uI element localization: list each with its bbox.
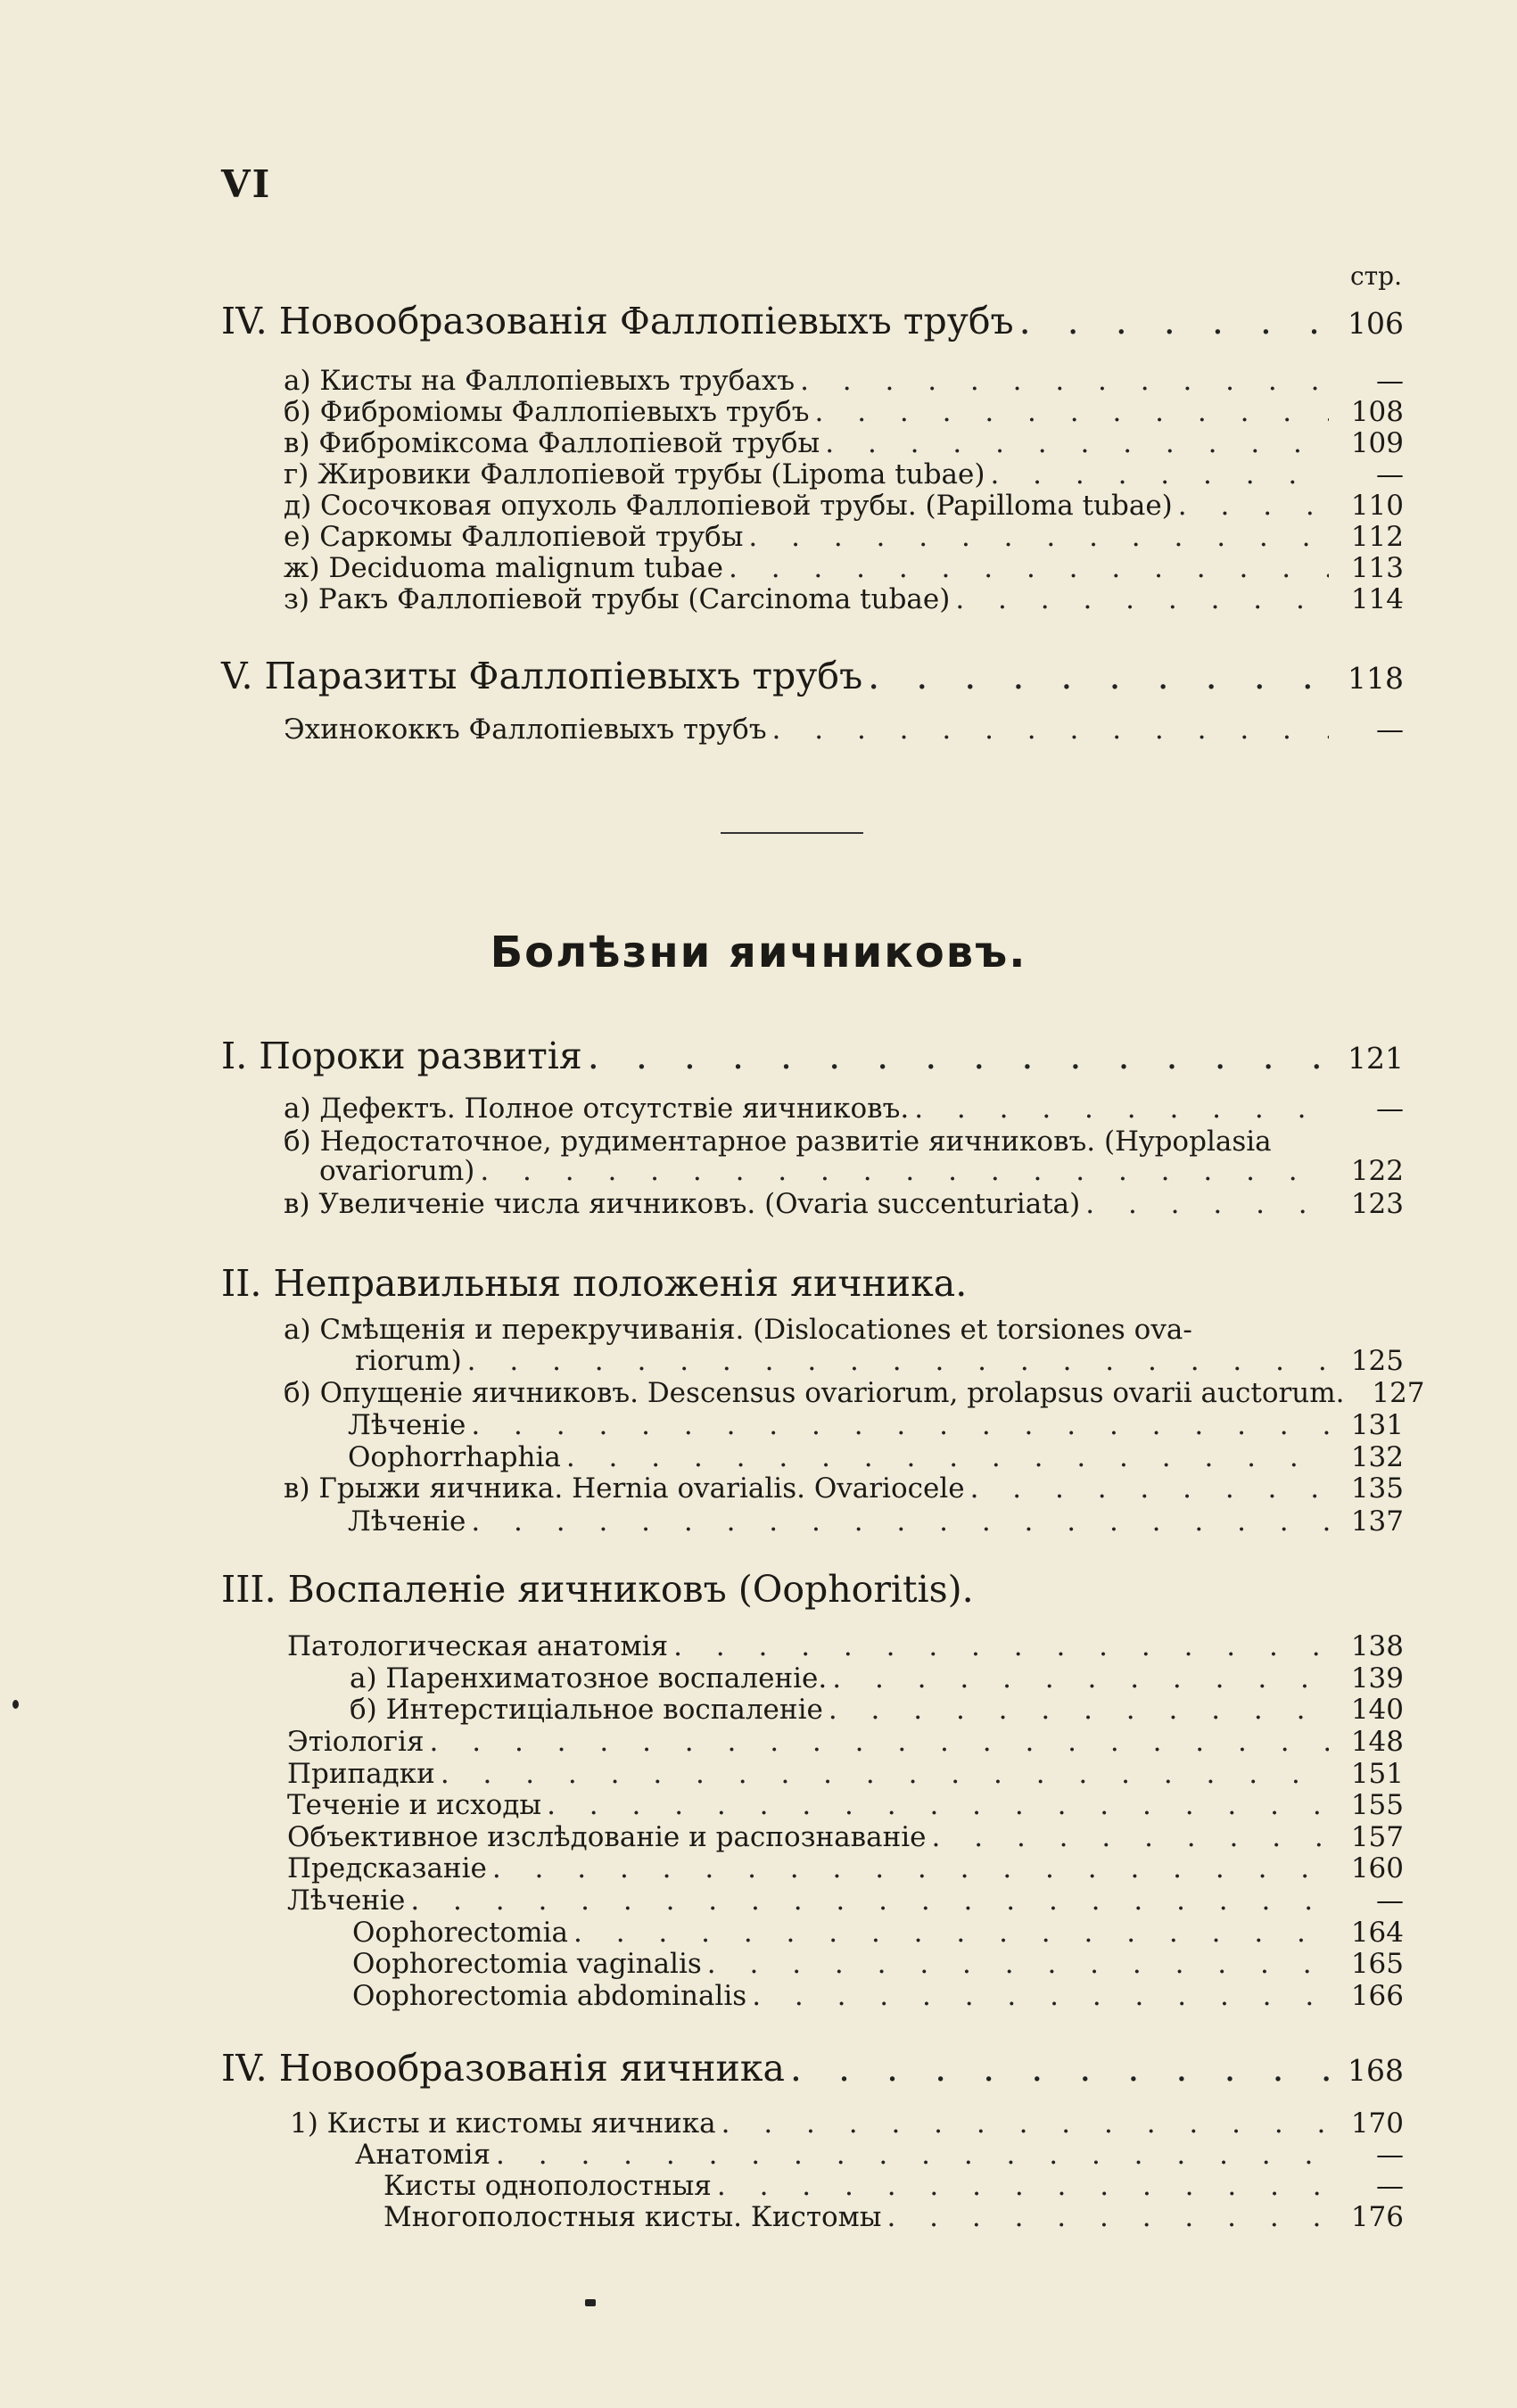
- leader-dots: [990, 458, 1329, 491]
- entry-label: а) Дефектъ. Полное отсутствіе яичниковъ.: [284, 1093, 910, 1125]
- section-page: 106: [1348, 306, 1404, 341]
- entry-label: Лѣченіе: [348, 1409, 466, 1441]
- entry-page: 157: [1350, 1821, 1404, 1853]
- entry-page: —: [1376, 713, 1404, 746]
- toc-section: [221, 2047, 1404, 2093]
- leader-dots: [588, 1035, 1329, 1077]
- toc-section: [221, 655, 1404, 701]
- toc-entry: [290, 2107, 1404, 2140]
- leader-dots: [748, 521, 1329, 553]
- entry-label: з) Ракъ Фаллопіевой трубы (Carcinoma tubae): [284, 583, 951, 615]
- entry-label: 1) Кисты и кистомы яичника: [290, 2107, 716, 2140]
- entry-page: 160: [1350, 1852, 1404, 1884]
- section-title: I. Пороки развитія: [221, 1035, 582, 1077]
- toc-entry: [348, 1441, 1404, 1473]
- leader-dots: [707, 1948, 1329, 1980]
- toc-entry: [284, 365, 1404, 397]
- entry-label: Oophorectomia vaginalis: [352, 1948, 702, 1980]
- toc-entry: [284, 713, 1404, 746]
- entry-label: г) Жировики Фаллопіевой трубы (Lipoma tubae): [284, 458, 985, 491]
- entry-page: 155: [1350, 1789, 1404, 1821]
- toc-entry: [284, 1093, 1404, 1125]
- toc-section: [221, 300, 1404, 346]
- toc-entry: [355, 1345, 1404, 1377]
- entry-label: riorum): [355, 1345, 462, 1377]
- entry-label: в) Увеличеніе числа яичниковъ. (Ovaria succenturiata): [284, 1188, 1081, 1220]
- toc-section: [221, 1035, 1404, 1081]
- leader-dots: [886, 2201, 1329, 2233]
- entry-label: в) Фиброміксома Фаллопіевой трубы: [284, 427, 820, 459]
- entry-page: —: [1376, 2139, 1404, 2171]
- entry-page: 127: [1372, 1377, 1425, 1409]
- entry-page: 140: [1350, 1694, 1404, 1726]
- toc-entry: [319, 1155, 1404, 1187]
- entry-page: 151: [1350, 1758, 1404, 1790]
- toc-section: [221, 1262, 1404, 1308]
- leader-dots: [673, 1630, 1329, 1662]
- entry-page: 108: [1350, 396, 1404, 428]
- toc-entry: [350, 1662, 1404, 1695]
- toc-section: [221, 1568, 1404, 1614]
- entry-page: 165: [1350, 1948, 1404, 1980]
- entry-label: а) Кисты на Фаллопіевыхъ трубахъ: [284, 365, 796, 397]
- leader-dots: [752, 1980, 1329, 2012]
- toc-entry: [348, 1505, 1404, 1538]
- leader-dots: [430, 1726, 1329, 1758]
- leader-dots: [573, 1917, 1329, 1949]
- leader-dots: [970, 1472, 1329, 1505]
- leader-dots: [955, 583, 1329, 615]
- entry-page: 176: [1350, 2201, 1404, 2233]
- toc-entry: [284, 1188, 1404, 1220]
- entry-label: Oophorectomia abdominalis: [352, 1980, 747, 2012]
- leader-dots: [480, 1155, 1329, 1187]
- entry-label: Этіологія: [287, 1726, 425, 1758]
- leader-dots: [1085, 1188, 1329, 1220]
- chapter-heading: Болѣзни яичниковъ.: [490, 928, 1027, 977]
- entry-page: —: [1376, 1093, 1404, 1125]
- toc-entry: [284, 458, 1404, 491]
- leader-dots: [772, 713, 1329, 746]
- entry-page: 125: [1350, 1345, 1404, 1377]
- entry-label: б) Фиброміомы Фаллопіевыхъ трубъ: [284, 396, 810, 428]
- entry-label: Эхинококкъ Фаллопіевыхъ трубъ: [284, 713, 767, 746]
- toc-entry: [284, 427, 1404, 459]
- leader-dots: [868, 655, 1329, 697]
- toc-entry: [284, 490, 1404, 522]
- toc-entry: [287, 1726, 1404, 1758]
- section-page: 168: [1348, 2053, 1404, 2088]
- toc-entry: [287, 1789, 1404, 1821]
- entry-label: б) Опущеніе яичниковъ. Descensus ovariorum, prolapsus ovarii auctorum.: [284, 1377, 1345, 1409]
- leader-dots: [825, 427, 1329, 459]
- ink-speck: [585, 2299, 596, 2306]
- section-title: IV. Новообразованія Фаллопіевыхъ трубъ: [221, 300, 1014, 342]
- toc-entry: [348, 1409, 1404, 1441]
- entry-label: в) Грыжи яичника. Hernia ovarialis. Ovariocele: [284, 1472, 965, 1505]
- toc-entry: [352, 1917, 1404, 1949]
- leader-dots: [721, 2107, 1329, 2140]
- toc-entry: [287, 1852, 1404, 1884]
- entry-label: Oophorrhaphia: [348, 1441, 561, 1473]
- toc-entry: [383, 2170, 1404, 2202]
- entry-page: 123: [1350, 1188, 1404, 1220]
- entry-label: Кисты однополостныя: [383, 2170, 712, 2202]
- leader-dots: [471, 1409, 1329, 1441]
- toc-entry: [284, 1377, 1425, 1409]
- entry-page: 139: [1350, 1662, 1404, 1695]
- toc-entry: [287, 1884, 1404, 1917]
- leader-dots: [471, 1505, 1329, 1538]
- entry-page: —: [1376, 365, 1404, 397]
- leader-dots: [829, 1694, 1329, 1726]
- leader-dots: [1019, 300, 1329, 342]
- divider-rule: [721, 832, 863, 834]
- leader-dots: [410, 1884, 1329, 1917]
- entry-page: 113: [1350, 552, 1404, 584]
- entry-label: Анатомія: [355, 2139, 491, 2171]
- entry-page: 170: [1350, 2107, 1404, 2140]
- entry-label: Многополостныя кисты. Кистомы: [383, 2201, 882, 2233]
- entry-page: 148: [1350, 1726, 1404, 1758]
- entry-page: 137: [1350, 1505, 1404, 1538]
- entry-label: а) Паренхиматозное воспаленіе.: [350, 1662, 828, 1695]
- entry-label: Объективное изслѣдованіе и распознаваніе: [287, 1821, 927, 1853]
- section-title: IV. Новообразованія яичника: [221, 2047, 785, 2090]
- leader-dots: [914, 1093, 1329, 1125]
- leader-dots: [815, 396, 1330, 428]
- toc-entry: [284, 1472, 1404, 1505]
- ink-speck: [12, 1700, 19, 1709]
- toc-entry: [355, 2139, 1404, 2171]
- toc-entry: [352, 1980, 1404, 2012]
- entry-label: Припадки: [287, 1758, 435, 1790]
- entry-label: Лѣченіе: [287, 1884, 406, 1917]
- toc-entry: [350, 1694, 1404, 1726]
- entry-label: Теченіе и исходы: [287, 1789, 542, 1821]
- entry-label: е) Саркомы Фаллопіевой трубы: [284, 521, 744, 553]
- section-page: 118: [1348, 661, 1404, 696]
- entry-label: Предсказаніе: [287, 1852, 487, 1884]
- entry-page: 132: [1350, 1441, 1404, 1473]
- entry-label-wrapped: б) Недостаточное, рудиментарное развитіе яичниковъ. (Hypoplasia: [284, 1126, 1272, 1158]
- toc-entry: [352, 1948, 1404, 1980]
- section-title: III. Воспаленіе яичниковъ (Oophoritis).: [221, 1568, 974, 1611]
- entry-page: 112: [1350, 521, 1404, 553]
- leader-dots: [467, 1345, 1329, 1377]
- leader-dots: [790, 2047, 1329, 2090]
- leader-dots: [800, 365, 1329, 397]
- page-number: VI: [221, 162, 272, 206]
- leader-dots: [932, 1821, 1329, 1853]
- entry-page: 164: [1350, 1917, 1404, 1949]
- section-title: II. Неправильныя положенія яичника.: [221, 1262, 968, 1305]
- toc-entry: [383, 2201, 1404, 2233]
- leader-dots: [1178, 490, 1329, 522]
- entry-page: 138: [1350, 1630, 1404, 1662]
- entry-label: ovariorum): [319, 1155, 475, 1187]
- toc-entry: [284, 583, 1404, 615]
- entry-page: 122: [1350, 1155, 1404, 1187]
- leader-dots: [729, 552, 1329, 584]
- entry-label: Лѣченіе: [348, 1505, 466, 1538]
- toc-entry: [287, 1758, 1404, 1790]
- entry-label: Oophorectomia: [352, 1917, 568, 1949]
- toc-entry: [284, 521, 1404, 553]
- entry-page: 131: [1350, 1409, 1404, 1441]
- entry-page: —: [1376, 1884, 1404, 1917]
- toc-entry: [284, 552, 1404, 584]
- leader-dots: [492, 1852, 1329, 1884]
- leader-dots: [566, 1441, 1329, 1473]
- entry-label: Патологическая анатомія: [287, 1630, 669, 1662]
- section-page: 121: [1348, 1041, 1404, 1076]
- entry-label: ж) Deciduoma malignum tubae: [284, 552, 723, 584]
- entry-page: 166: [1350, 1980, 1404, 2012]
- page-column-label: стр.: [1350, 261, 1402, 291]
- entry-page: 109: [1350, 427, 1404, 459]
- leader-dots: [496, 2139, 1329, 2171]
- toc-entry: [287, 1630, 1404, 1662]
- entry-label-wrapped: а) Смѣщенія и перекручиванія. (Dislocationes et torsiones ova-: [284, 1314, 1192, 1346]
- entry-page: —: [1376, 458, 1404, 491]
- leader-dots: [717, 2170, 1329, 2202]
- entry-page: —: [1376, 2170, 1404, 2202]
- leader-dots: [832, 1662, 1329, 1695]
- leader-dots: [547, 1789, 1329, 1821]
- toc-entry: [284, 396, 1404, 428]
- section-title: V. Паразиты Фаллопіевыхъ трубъ: [221, 655, 863, 697]
- leader-dots: [441, 1758, 1329, 1790]
- entry-page: 135: [1350, 1472, 1404, 1505]
- entry-label: д) Сосочковая опухоль Фаллопіевой трубы. (Papilloma tubae): [284, 490, 1173, 522]
- entry-label: б) Интерстиціальное воспаленіе: [350, 1694, 823, 1726]
- entry-page: 114: [1350, 583, 1404, 615]
- entry-page: 110: [1350, 490, 1404, 522]
- toc-entry: [287, 1821, 1404, 1853]
